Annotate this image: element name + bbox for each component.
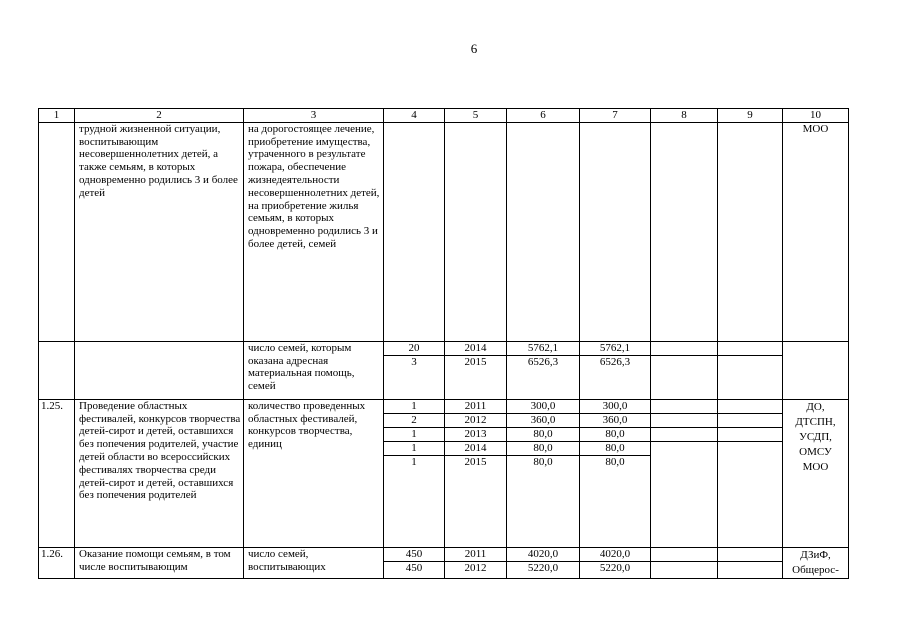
indicator-description: количество проведенных областных фестивалей, конкурсов творчества, единиц — [244, 399, 384, 547]
value-cell: 80,0 — [580, 442, 650, 456]
indicator-description: число семей, которым оказана адресная материальная помощь, семей — [244, 341, 384, 399]
value-cell: 4020,0 — [580, 548, 650, 562]
header-cell: 3 — [244, 109, 384, 123]
indicator-description: на дорогостоящее лечение, приобретение имущества, утраченного в результате пожара, обеспечение жизнедеятельности несовершеннолетних детей, на приобретение жилья семьям, в которых одновременно родились 3 и более детей, семей — [244, 122, 384, 341]
year-cell: 2011 — [445, 400, 506, 414]
table-row — [39, 122, 849, 341]
header-cell: 2 — [75, 109, 244, 123]
value-cell: 80,0 — [605, 455, 625, 468]
header-row — [39, 109, 849, 123]
measure-description: Проведение областных фестивалей, конкурсов творчества детей-сирот и детей, оставшихся без попечения родителей, участие детей области во всероссийских фестивалях творчества среди детей-сирот и детей, оставшихся без попечения родителей — [75, 399, 244, 547]
value-cell: 450 — [384, 548, 444, 562]
value-cell: 450 — [405, 561, 423, 574]
header-cell: 10 — [783, 109, 849, 123]
value-cell: 80,0 — [507, 428, 579, 442]
value-cell: 6526,3 — [527, 355, 559, 368]
header-cell: 7 — [580, 109, 651, 123]
year-cell: 2015 — [464, 455, 487, 468]
value-cell: 5220,0 — [599, 561, 631, 574]
item-number: 1.25. — [39, 399, 75, 547]
value-cell: 300,0 — [507, 400, 579, 414]
value-cell: 6526,3 — [599, 355, 631, 368]
value-cell: 1 — [411, 455, 417, 468]
item-number — [39, 341, 75, 399]
item-number — [39, 122, 75, 341]
value-cell: 4020,0 — [507, 548, 579, 562]
executor — [783, 341, 849, 399]
value-cell: 80,0 — [533, 455, 553, 468]
executor: МОО — [783, 122, 849, 341]
indicator-description: число семей, воспитывающих — [244, 547, 384, 578]
measure-description: Оказание помощи семьям, в том числе воспитывающим — [75, 547, 244, 578]
year-cell: 2014 — [445, 442, 506, 456]
value-cell: 80,0 — [507, 442, 579, 456]
year-cell: 2011 — [445, 548, 506, 562]
value-cell: 360,0 — [507, 414, 579, 428]
header-cell: 6 — [507, 109, 580, 123]
value-cell: 1 — [384, 400, 444, 414]
value-cell: 80,0 — [580, 428, 650, 442]
value-cell: 5762,1 — [580, 342, 650, 356]
value-cell: 5220,0 — [527, 561, 559, 574]
year-cell: 2012 — [464, 561, 487, 574]
table-row — [39, 399, 849, 547]
header-cell: 8 — [651, 109, 718, 123]
executor: ДЗиФ, Общерос- — [783, 547, 849, 578]
table-row — [39, 341, 849, 399]
measure-description: трудной жизненной ситуации, воспитывающим несовершеннолетних детей, а также семьям, в которых одновременно родились 3 и более детей — [75, 122, 244, 341]
year-cell: 2012 — [445, 414, 506, 428]
page-number: 6 — [470, 41, 478, 56]
value-cell: 1 — [384, 428, 444, 442]
program-table — [38, 108, 849, 579]
value-cell: 3 — [411, 355, 417, 368]
value-cell: 5762,1 — [507, 342, 579, 356]
header-cell: 4 — [384, 109, 445, 123]
item-number: 1.26. — [39, 547, 75, 578]
header-cell: 1 — [39, 109, 75, 123]
measure-description — [75, 341, 244, 399]
year-cell: 2014 — [445, 342, 506, 356]
header-cell: 5 — [445, 109, 507, 123]
value-cell: 1 — [384, 442, 444, 456]
value-cell: 360,0 — [580, 414, 650, 428]
value-cell: 2 — [384, 414, 444, 428]
executor: ДО, ДТСПН, УСДП, ОМСУ МОО — [783, 399, 849, 547]
year-cell: 2015 — [464, 355, 487, 368]
year-cell: 2013 — [445, 428, 506, 442]
value-cell: 20 — [384, 342, 444, 356]
header-cell: 9 — [718, 109, 783, 123]
value-cell: 300,0 — [580, 400, 650, 414]
table-row — [39, 547, 849, 578]
